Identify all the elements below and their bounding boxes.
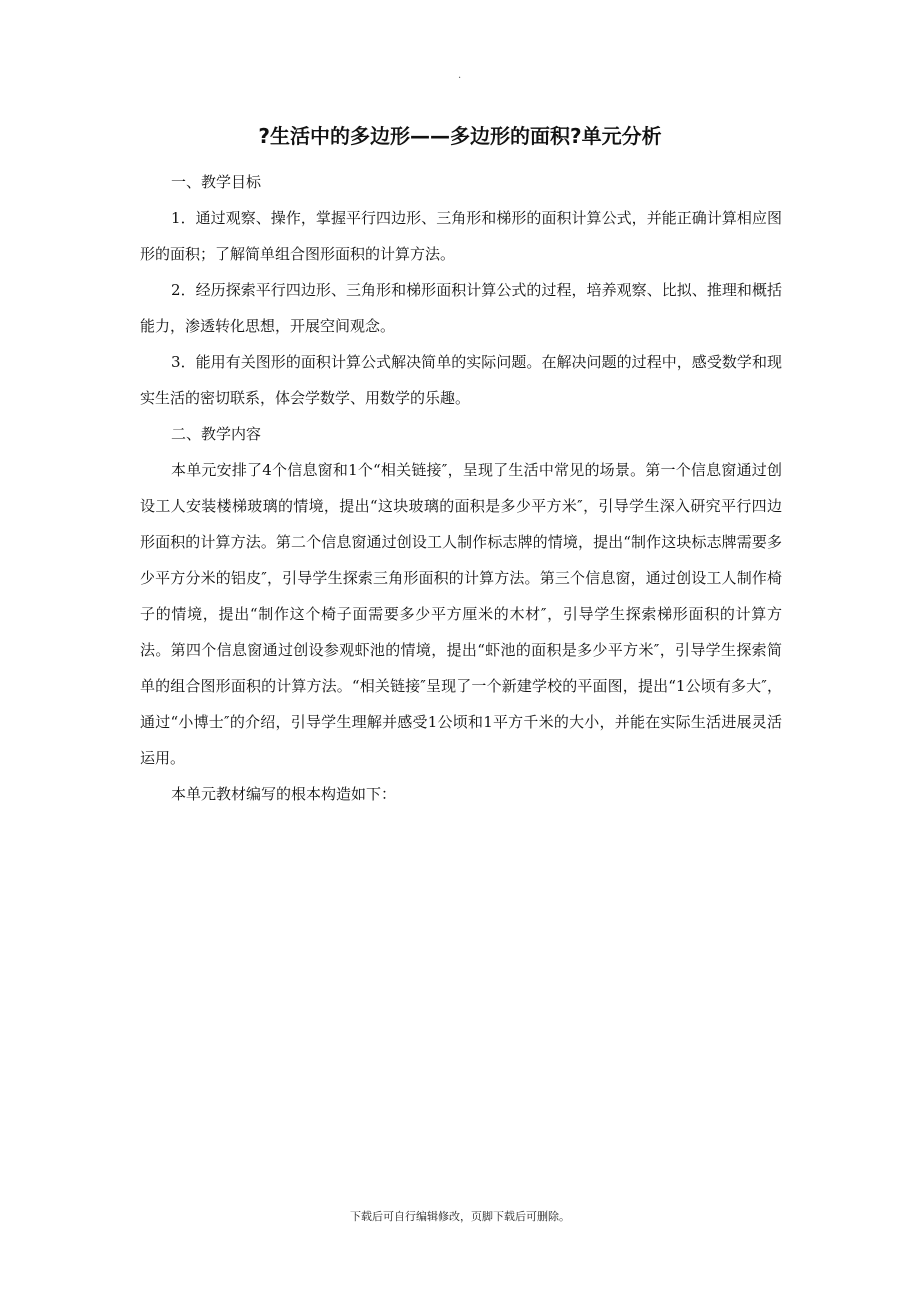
section-heading-content: 二、教学内容 [171,425,262,443]
document-body [140,164,782,812]
page-footer: 下载后可自行编辑修改，页脚下载后可删除。 [350,1210,570,1223]
content-paragraph: 本单元安排了4个信息窗和1个“相关链接″，呈现了生活中常见的场景。第一个信息窗通过创设工人安装楼梯玻璃的情境，提出“这块玻璃的面积是多少平方米″，引导学生深入研究平行四边形面积的计算方法。第二个信息窗通过创设工人制作标志牌的情境，提出“制作这块标志牌需要多少平方分米的铝皮″，引导学生探索三角形面积的计算方法。第三个信息窗，通过创设工人制作椅子的情境，提出“制作这个椅子面需要多少平方厘米的木材″，引导学生探索梯形面积的计算方法。第四个信息窗通过创设参观虾池的情境，提出“虾池的面积是多少平方米″，引导学生探索简单的组合图形面积的计算方法。“相关链接″呈现了一个新建学校的平面图，提出“1公顷有多大″，通过“小博士″的介绍，引导学生理解并感受1公顷和1平方千米的大小，并能在实际生活进展灵活运用。 [140,461,782,767]
document-title: ?生活中的多边形——多边形的面积?单元分析 [258,124,662,148]
header-mark: . [458,70,462,81]
section-heading-objectives: 一、教学目标 [171,173,262,191]
objective-3: 3．能用有关图形的面积计算公式解决简单的实际问题。在解决问题的过程中，感受数学和现实生活的密切联系，体会学数学、用数学的乐趣。 [140,353,782,407]
objective-2: 2．经历探索平行四边形、三角形和梯形面积计算公式的过程，培养观察、比拟、推理和概括能力，渗透转化思想，开展空间观念。 [140,281,782,335]
objective-1: 1．通过观察、操作，掌握平行四边形、三角形和梯形的面积计算公式，并能正确计算相应图形的面积；了解简单组合图形面积的计算方法。 [140,209,782,263]
structure-intro: 本单元教材编写的根本构造如下： [171,785,397,803]
